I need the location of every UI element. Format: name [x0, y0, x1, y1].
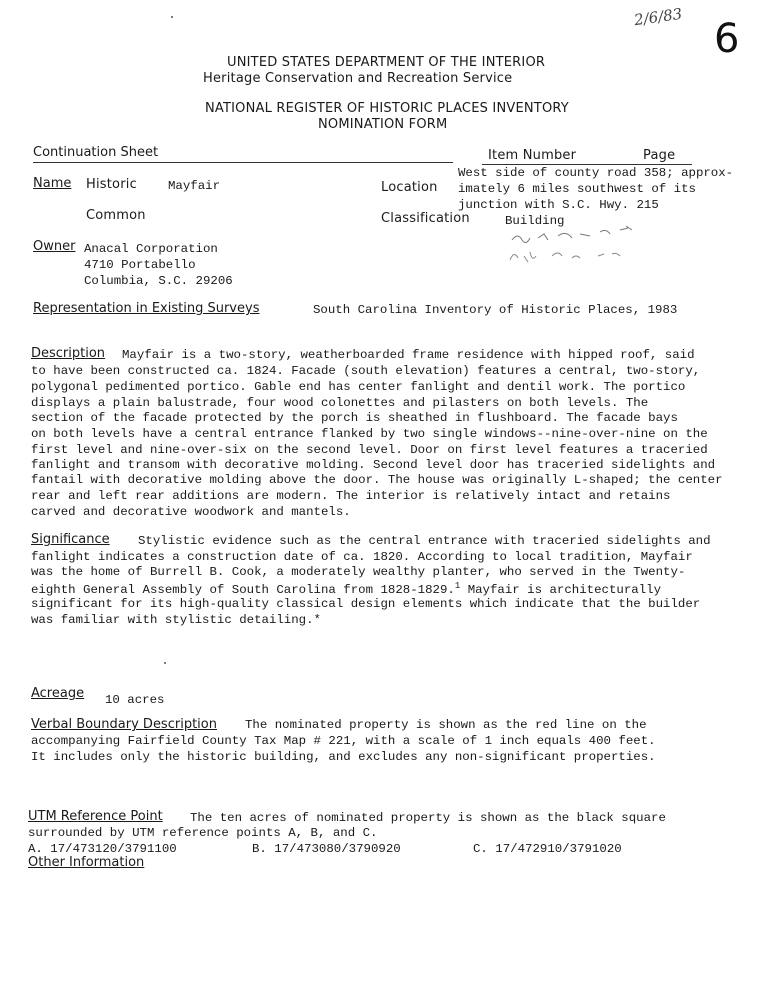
handwritten-date: 2/6/83	[632, 4, 684, 30]
classification-value: Building	[505, 214, 565, 228]
form-subtitle: NOMINATION FORM	[318, 117, 448, 132]
description-line: rear and left rear additions are modern. The interior is relatively intact and retains	[31, 489, 671, 503]
page-label: Page	[643, 148, 676, 163]
item-number-rule	[482, 164, 692, 165]
description-line: Mayfair is a two-story, weatherboarded frame residence with hipped roof, said	[122, 348, 695, 362]
owner-line-3: Columbia, S.C. 29206	[84, 274, 233, 288]
item-number-label: Item Number	[488, 148, 577, 163]
description-label: Description	[31, 346, 106, 361]
utm-point-b: B. 17/473080/3790920	[252, 842, 401, 856]
utm-label: UTM Reference Point	[28, 809, 163, 824]
owner-label: Owner	[33, 239, 76, 254]
location-line-2: imately 6 miles southwest of its	[458, 182, 696, 196]
description-line: displays a plain balustrade, four wood colonettes and pilasters on both levels. The	[31, 396, 649, 410]
handwritten-page-number: 6	[714, 16, 740, 62]
significance-line: Stylistic evidence such as the central entrance with traceried sidelights and	[138, 534, 711, 548]
form-title: NATIONAL REGISTER OF HISTORIC PLACES INVENTORY	[205, 101, 569, 116]
utm-line: surrounded by UTM reference points A, B, and C.	[28, 826, 378, 840]
description-line: first level and nine-over-six on the second level. Door on first level features a traceried	[31, 443, 708, 457]
significance-line: was the home of Burrell B. Cook, a moderately wealthy planter, who served in the Twenty-	[31, 565, 686, 579]
significance-line: was familiar with stylistic detailing.*	[31, 613, 321, 627]
owner-line-1: Anacal Corporation	[84, 242, 218, 256]
description-line: on both levels have a central entrance flanked by two single windows--nine-over-nine on the	[31, 427, 708, 441]
continuation-rule	[33, 162, 453, 163]
significance-line: significant for its high-quality classical design elements which indicate that the builder	[31, 597, 701, 611]
historic-label: Historic	[86, 177, 137, 192]
boundary-label: Verbal Boundary Description	[31, 717, 217, 732]
acreage-label: Acreage	[31, 686, 85, 701]
name-label: Name	[33, 176, 72, 191]
boundary-line: The nominated property is shown as the red line on the	[245, 718, 647, 732]
common-label: Common	[86, 208, 146, 223]
header-service: Heritage Conservation and Recreation Service	[203, 71, 513, 86]
location-line-3: junction with S.C. Hwy. 215	[458, 198, 659, 212]
boundary-line: accompanying Fairfield County Tax Map # 221, with a scale of 1 inch equals 400 feet.	[31, 734, 656, 748]
description-line: to have been constructed ca. 1824. Facade (south elevation) features a central, two-story,	[31, 364, 701, 378]
description-line: carved and decorative woodwork and mantels.	[31, 505, 351, 519]
acreage-value: 10 acres	[105, 693, 165, 707]
description-line: section of the facade protected by the porch is sheathed in flushboard. The facade bays	[31, 411, 678, 425]
header-department: UNITED STATES DEPARTMENT OF THE INTERIOR	[227, 55, 546, 70]
utm-point-c: C. 17/472910/3791020	[473, 842, 622, 856]
representation-label: Representation in Existing Surveys	[33, 301, 260, 316]
speck	[164, 662, 166, 664]
description-line: fantail with decorative molding above the door. The house was originally L-shaped; the center	[31, 473, 723, 487]
utm-point-a: A. 17/473120/3791100	[28, 842, 177, 856]
location-line-1: West side of county road 358; approx-	[458, 166, 734, 180]
continuation-sheet-label: Continuation Sheet	[33, 145, 159, 160]
handwritten-scribble	[508, 216, 648, 266]
significance-line-4-tail: Mayfair is architecturally	[467, 583, 662, 598]
significance-label: Significance	[31, 532, 110, 547]
significance-line	[31, 581, 661, 597]
significance-line-4-text: eighth General Assembly of South Carolina from 1828-1829.	[31, 583, 455, 598]
owner-line-2: 4710 Portabello	[84, 258, 196, 272]
significance-line: fanlight indicates a construction date of ca. 1820. According to local tradition, Mayfair	[31, 550, 693, 564]
other-information-label: Other Information	[28, 855, 145, 870]
description-line: polygonal pedimented portico. Gable end has center fanlight and dentil work. The portico	[31, 380, 686, 394]
representation-value: South Carolina Inventory of Historic Places, 1983	[313, 303, 678, 317]
boundary-line: It includes only the historic building, and excludes any non-significant properties.	[31, 750, 656, 764]
speck	[171, 16, 173, 18]
location-label: Location	[381, 180, 438, 195]
classification-label: Classification	[381, 211, 470, 226]
footnote-marker: 1	[454, 581, 461, 591]
description-line: fanlight and transom with decorative molding. Second level door has traceried sidelights and	[31, 458, 716, 472]
utm-line: The ten acres of nominated property is shown as the black square	[190, 811, 666, 825]
historic-value: Mayfair	[168, 179, 221, 193]
